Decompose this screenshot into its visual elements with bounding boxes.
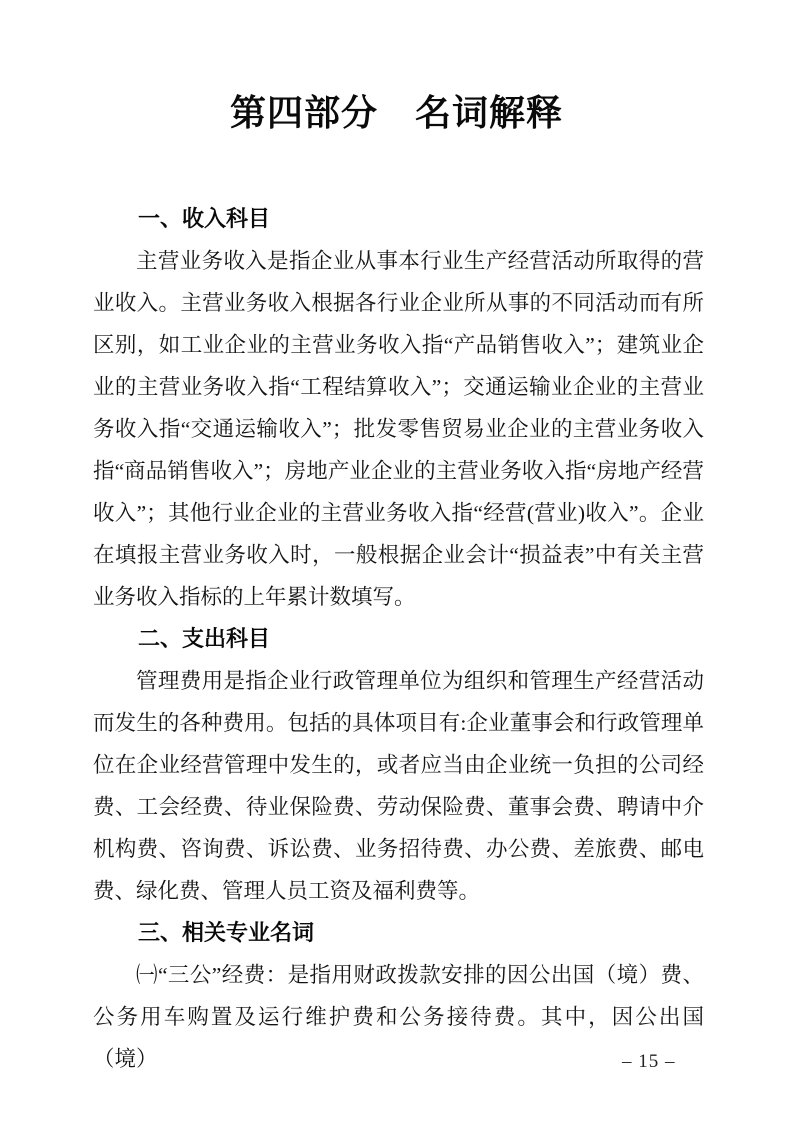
section-heading-income: 一、收入科目 xyxy=(138,206,271,231)
section-expenditure xyxy=(93,618,704,912)
paragraph-expenditure: 管理费用是指企业行政管理单位为组织和管理生产经营活动而发生的各种费用。包括的具体项目有:企业董事会和行政管理单位在企业经营管理中发生的，或者应当由企业统一负担的公司经费、工会经费、待业保险费、劳动保险费、董事会费、聘请中介机构费、咨询费、诉讼费、业务招待费、办公费、差旅费、邮电费、绿化费、管理人员工资及福利费等。 xyxy=(93,669,704,903)
paragraph-income: 主营业务收入是指企业从事本行业生产经营活动所取得的营业收入。主营业务收入根据各行业企业所从事的不同活动而有所区别，如工业企业的主营业务收入指“产品销售收入”；建筑业企业的主营业务收入指“工程结算收入”；交通运输业企业的主营业务收入指“交通运输收入”；批发零售贸易业企业的主营业务收入指“商品销售收入”；房地产业企业的主营业务收入指“房地产经营收入”；其他行业企业的主营业务收入指“经营(营业)收入”。企业在填报主营业务收入时，一般根据企业会计“损益表”中有关主营业务收入指标的上年累计数填写。 xyxy=(93,249,704,609)
paragraph-professional-terms: ㈠“三公”经费：是指用财政拨款安排的因公出国（境）费、公务用车购置及运行维护费和公务接待费。其中，因公出国（境） xyxy=(93,963,704,1071)
page-number: – 15 – xyxy=(622,1051,676,1072)
section-professional-terms xyxy=(93,912,704,1080)
section-heading-expenditure: 二、支出科目 xyxy=(138,626,271,651)
document-body xyxy=(93,138,704,1080)
section-heading-professional-terms: 三、相关专业名词 xyxy=(138,920,315,945)
section-income xyxy=(93,198,704,618)
page-title: 第四部分 名词解释 xyxy=(229,93,563,133)
